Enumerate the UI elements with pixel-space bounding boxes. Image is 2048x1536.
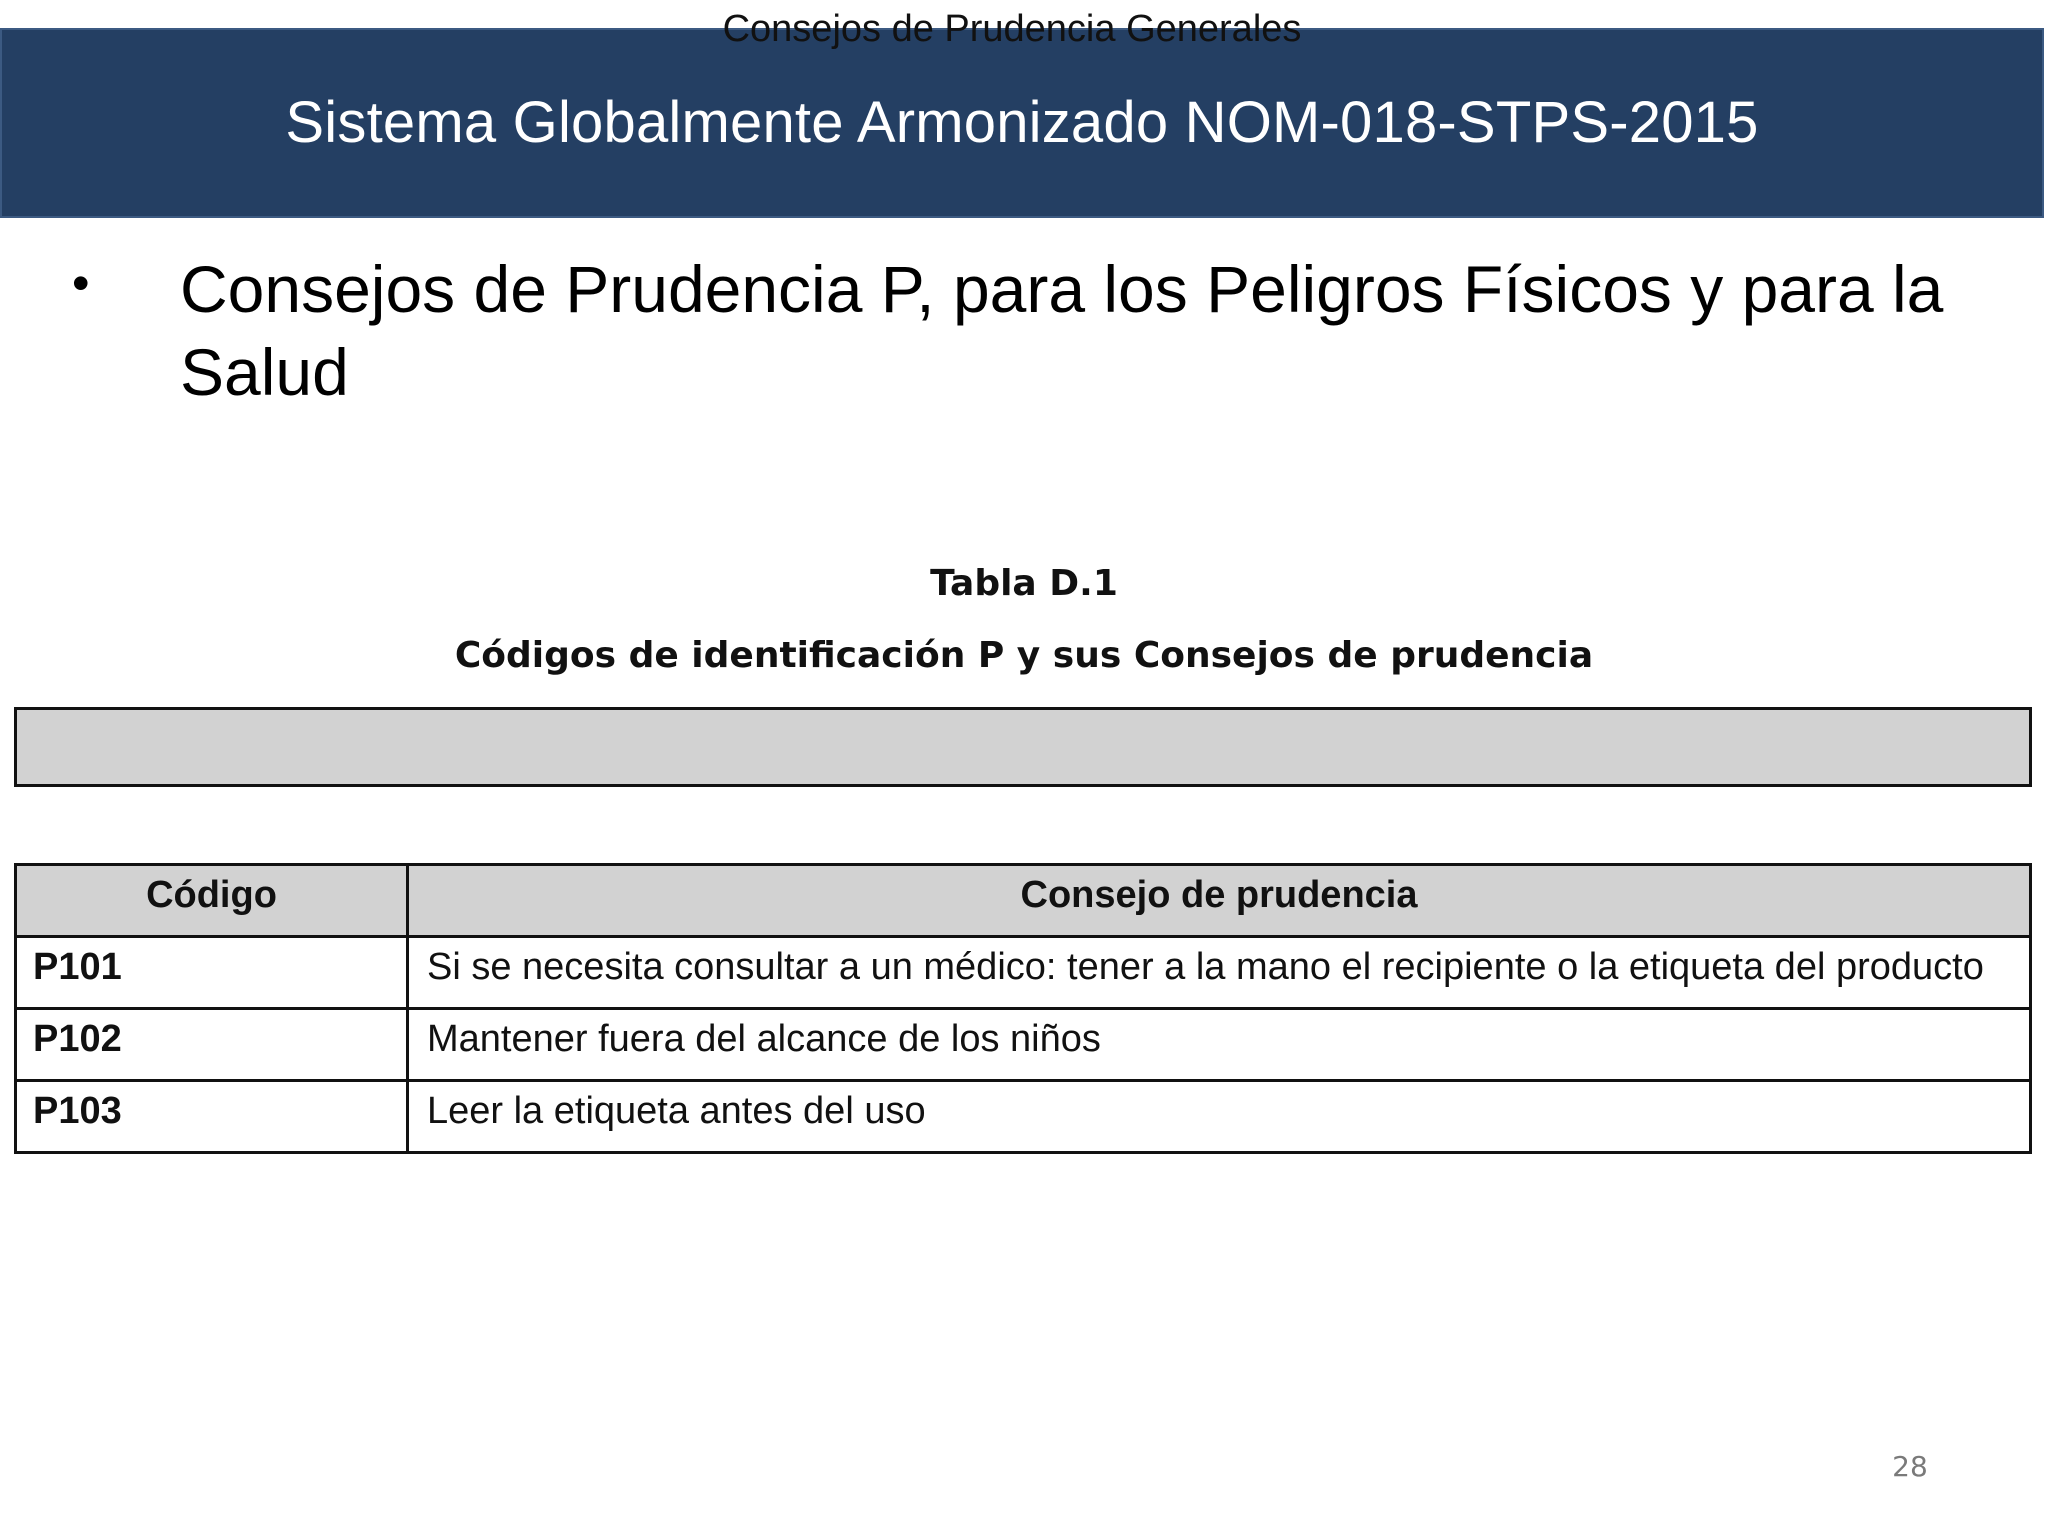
slide-title: Sistema Globalmente Armonizado NOM-018-STPS-2015 [285,89,1759,155]
page-number: 28 [1892,1450,1928,1483]
slide-title-bar [0,28,2044,218]
bullet-text: Consejos de Prudencia P, para los Peligros Físicos y para la Salud [180,252,1944,409]
advice-cell: Si se necesita consultar a un médico: tener a la mano el recipiente o la etiqueta del producto [408,937,2031,1009]
bullet-icon: • [72,255,90,311]
general-heading-box [14,707,2032,787]
code-cell: P101 [16,937,408,1009]
codes-table [14,863,2032,1154]
code-cell: P103 [16,1081,408,1153]
column-header-code: Código [16,865,408,937]
table-header-row [16,865,2031,937]
table-row [16,937,2031,1009]
general-heading: Consejos de Prudencia Generales [722,8,1302,50]
table-caption-number: Tabla D.1 [930,563,1118,604]
table-caption-title: Códigos de identificación P y sus Consejos de prudencia [454,635,1594,676]
table-row [16,1081,2031,1153]
advice-cell: Mantener fuera del alcance de los niños [408,1009,2031,1081]
column-header-advice: Consejo de prudencia [408,865,2031,937]
code-cell: P102 [16,1009,408,1081]
table-row [16,1009,2031,1081]
advice-cell: Leer la etiqueta antes del uso [408,1081,2031,1153]
